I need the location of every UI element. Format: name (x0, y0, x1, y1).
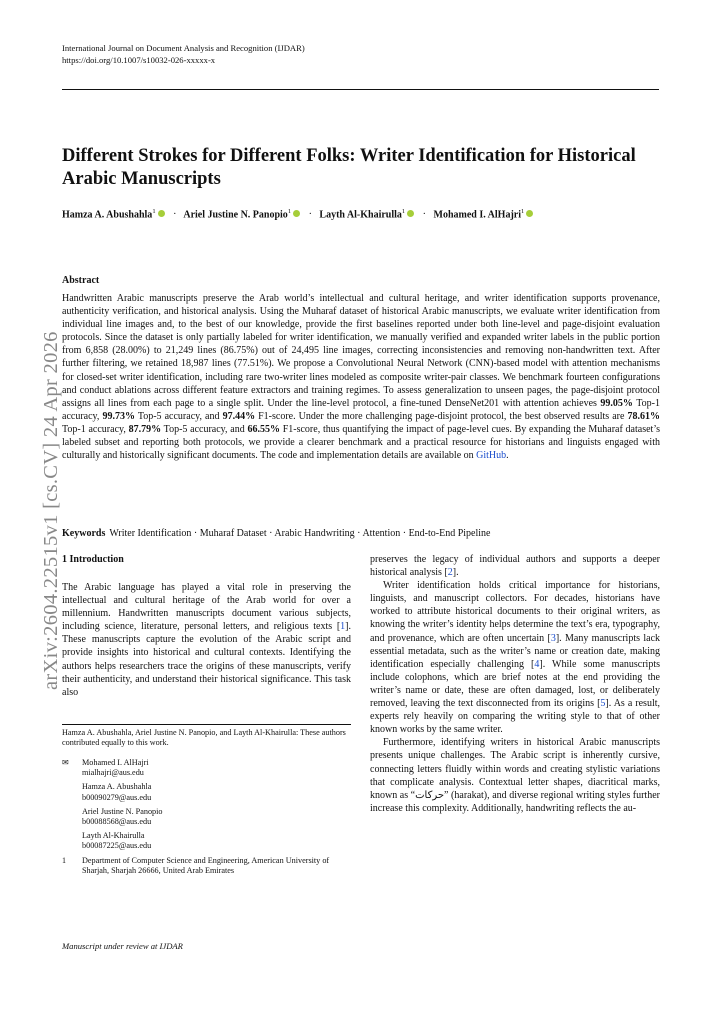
metric-value: 99.73% (102, 410, 135, 422)
footnote-rule (62, 724, 351, 725)
intro-paragraph: Furthermore, identifying writers in historical Arabic manuscripts presents unique challenges. The Arabic script is inherently cursive, connecting letters fluidly within words and creating stylistic variations that complicate analysis. Contextual letter shapes, diacritical marks, known as “حركات” (harakat), and diverse regional writing styles further increase this complexity. Additionally, handwriting reflects the au- (370, 737, 660, 814)
intro-paragraph (62, 581, 351, 699)
contact-email[interactable]: b00087225@aus.edu (82, 841, 152, 851)
keywords (62, 528, 491, 539)
orcid-icon[interactable] (158, 210, 165, 217)
abstract-body (62, 292, 660, 462)
author-name: Ariel Justine N. Panopio (183, 209, 288, 221)
author-name: Layth Al-Khairulla (319, 209, 402, 221)
citation-link[interactable]: 4 (534, 658, 540, 670)
abstract-text: Top-5 accuracy, and (161, 423, 248, 435)
metric-value: 99.05% (600, 397, 633, 409)
paragraph-text: ]. While some manuscripts include colophons, which are brief notes at the end providing the writer’s name or date, these are often damaged, lost, or deliberately removed, leaving the text disconnected from its origins [ (370, 658, 660, 710)
contact-name: Ariel Justine N. Panopio (82, 806, 163, 816)
contact-name: Layth Al-Khairulla (82, 831, 145, 841)
paragraph-text: Writer identification holds critical importance for historians, linguists, and manuscript collectors. For decades, historians have worked to attribute historical documents to their original writers, as knowing the writer’s identity helps determine the text’s era, typography, and provenance, which are often uncertain [ (370, 580, 660, 644)
paragraph-text: ]. As a result, experts rely heavily on comparing the writing style to that of other known works by the same writer. (370, 698, 661, 736)
journal-name: International Journal on Document Analysis and Recognition (IJDAR) (62, 43, 305, 53)
contact-entry (62, 758, 354, 778)
author-list (62, 208, 534, 220)
abstract-text: F1-score, thus quantifying the impact of page-level cues. By expanding the Muharaf dataset’s labeled subset and reporting both protocols, we provide a clearer benchmark and a practical resource for historians and linguists engaged with culturally and historically significant documents. The code and implementation details are available on (62, 423, 660, 462)
affiliation-note (62, 856, 354, 876)
envelope-icon: ✉ (62, 758, 69, 767)
abstract-text: Top-1 accuracy, (62, 397, 660, 422)
keywords-label: Keywords (62, 528, 106, 539)
author-separator: · (308, 209, 312, 221)
metric-value: 78.61% (627, 410, 661, 422)
citation-link[interactable]: 5 (600, 698, 606, 710)
paragraph-text: ]. These manuscripts capture the evolution of the Arabic script and provide insights into historical and cultural contexts. Identifying the authors helps researchers trace the origins of these manuscripts, verify their authenticity, and understand their historical significance. This task also (62, 621, 351, 698)
keywords-text: Writer Identification · Muharaf Dataset · Arabic Handwriting · Attention · End-to-End Pipeline (109, 528, 491, 539)
affiliation-mark: 1 (62, 855, 66, 865)
contact-email[interactable]: b00090279@aus.edu (82, 792, 152, 802)
contact-entry (62, 782, 354, 802)
equal-contribution-note: Hamza A. Abushahla, Ariel Justine N. Panopio, and Layth Al-Khairulla: These authors contributed equally to this work. (62, 728, 346, 748)
page-footer: Manuscript under review at IJDAR (62, 941, 183, 951)
abstract-text: Top-1 accuracy, (62, 423, 129, 435)
author-separator: · (173, 209, 177, 221)
abstract-text: . (506, 450, 509, 462)
abstract-text: Top-5 accuracy, and (134, 410, 223, 422)
contact-name: Mohamed I. AlHajri (82, 758, 149, 767)
affiliation-mark: 1 (521, 208, 525, 215)
author-name: Hamza A. Abushahla (62, 209, 153, 221)
github-link[interactable]: GitHub (476, 450, 507, 462)
author-contacts (62, 758, 354, 876)
citation-link[interactable]: 2 (447, 567, 453, 579)
abstract-heading: Abstract (62, 275, 100, 286)
intro-column-right (370, 553, 660, 815)
metric-value: 87.79% (128, 423, 162, 435)
paragraph-text: preserves the legacy of individual authors and supports a deeper historical analysis [ (370, 554, 660, 579)
citation-link[interactable]: 1 (340, 621, 346, 633)
orcid-icon[interactable] (407, 210, 414, 217)
intro-paragraph (370, 553, 660, 579)
contact-name: Hamza A. Abushahla (82, 782, 152, 792)
contact-email[interactable]: b00088568@aus.edu (82, 817, 152, 827)
abstract-text: F1-score. Under the more challenging page-disjoint protocol, the best observed results are (255, 410, 628, 422)
paragraph-text: ]. Many manuscripts lack essential metadata, such as the writer’s name or creation date, making identification especially challenging [ (370, 632, 661, 670)
affiliation-mark: 1 (152, 208, 156, 215)
affiliation-mark: 1 (401, 208, 406, 215)
journal-header (62, 43, 305, 66)
paragraph-text: The Arabic language has played a vital role in preserving the intellectual and cultural heritage of the Arab world for over a millennium. Handwritten manuscripts document various subjects, including science, literature, personal letters, and religious texts [ (62, 582, 351, 633)
metric-value: 97.44% (222, 410, 256, 422)
contact-entry (62, 807, 354, 827)
intro-paragraph (370, 579, 660, 736)
citation-link[interactable]: 3 (550, 632, 556, 644)
contact-entry (62, 831, 354, 851)
doi-link[interactable]: https://doi.org/10.1007/s10032-026-xxxxx-x (62, 54, 216, 65)
contact-email[interactable]: mialhajri@aus.edu (82, 768, 144, 778)
intro-column-left (62, 581, 351, 699)
affiliation-mark: 1 (287, 208, 292, 215)
header-rule (62, 89, 659, 90)
orcid-icon[interactable] (293, 210, 300, 217)
section-heading-introduction: 1 Introduction (62, 554, 124, 565)
abstract-text: Handwritten Arabic manuscripts preserve the Arab world’s intellectual and cultural heritage, and writer identification supports provenance, authenticity verification, and historical analysis. Using the Muharaf dataset of historical Arabic manuscripts, we evaluate writer identification from individual line images and, to the best of our knowledge, provide the first baselines reported under both line-level and page-disjoint evaluation protocols. Since the dataset is only partially labeled for writer identification, we manually verified and expanded writer labels in the public portion from 6,858 (28.00%) to 21,249 lines (86.75%) out of 24,495 line images, correcting inconsistencies and removing non-handwritten text. After further filtering, we retained 18,987 lines (77.51%). We propose a Convolutional Neural Network (CNN)-based model with attention mechanisms for closed-set writer identification, including rare two-writer lines modeled as composite writer-pair classes. We benchmark fourteen configurations and conduct ablations across different feature extractors and training regimes. To assess generalization to unseen pages, the page-disjoint protocol assigns all lines from each page to a single split. Under the line-level protocol, a fine-tuned DenseNet201 with attention achieves (62, 293, 660, 409)
paper-title: Different Strokes for Different Folks: Writer Identification for Historical Arabic Manuscripts (62, 146, 636, 189)
paragraph-text: ]. (452, 567, 459, 579)
arxiv-stamp-text: arXiv:2604.22515v1 [cs.CV] 24 Apr 2026 (40, 331, 62, 690)
author-name: Mohamed I. AlHajri (433, 209, 522, 221)
orcid-icon[interactable] (526, 210, 533, 217)
author-separator: · (422, 209, 427, 221)
metric-value: 66.55% (247, 423, 280, 435)
affiliation-text: Department of Computer Science and Engineering, American University of Sharjah, Sharjah 26666, United Arab Emirates (82, 855, 330, 875)
